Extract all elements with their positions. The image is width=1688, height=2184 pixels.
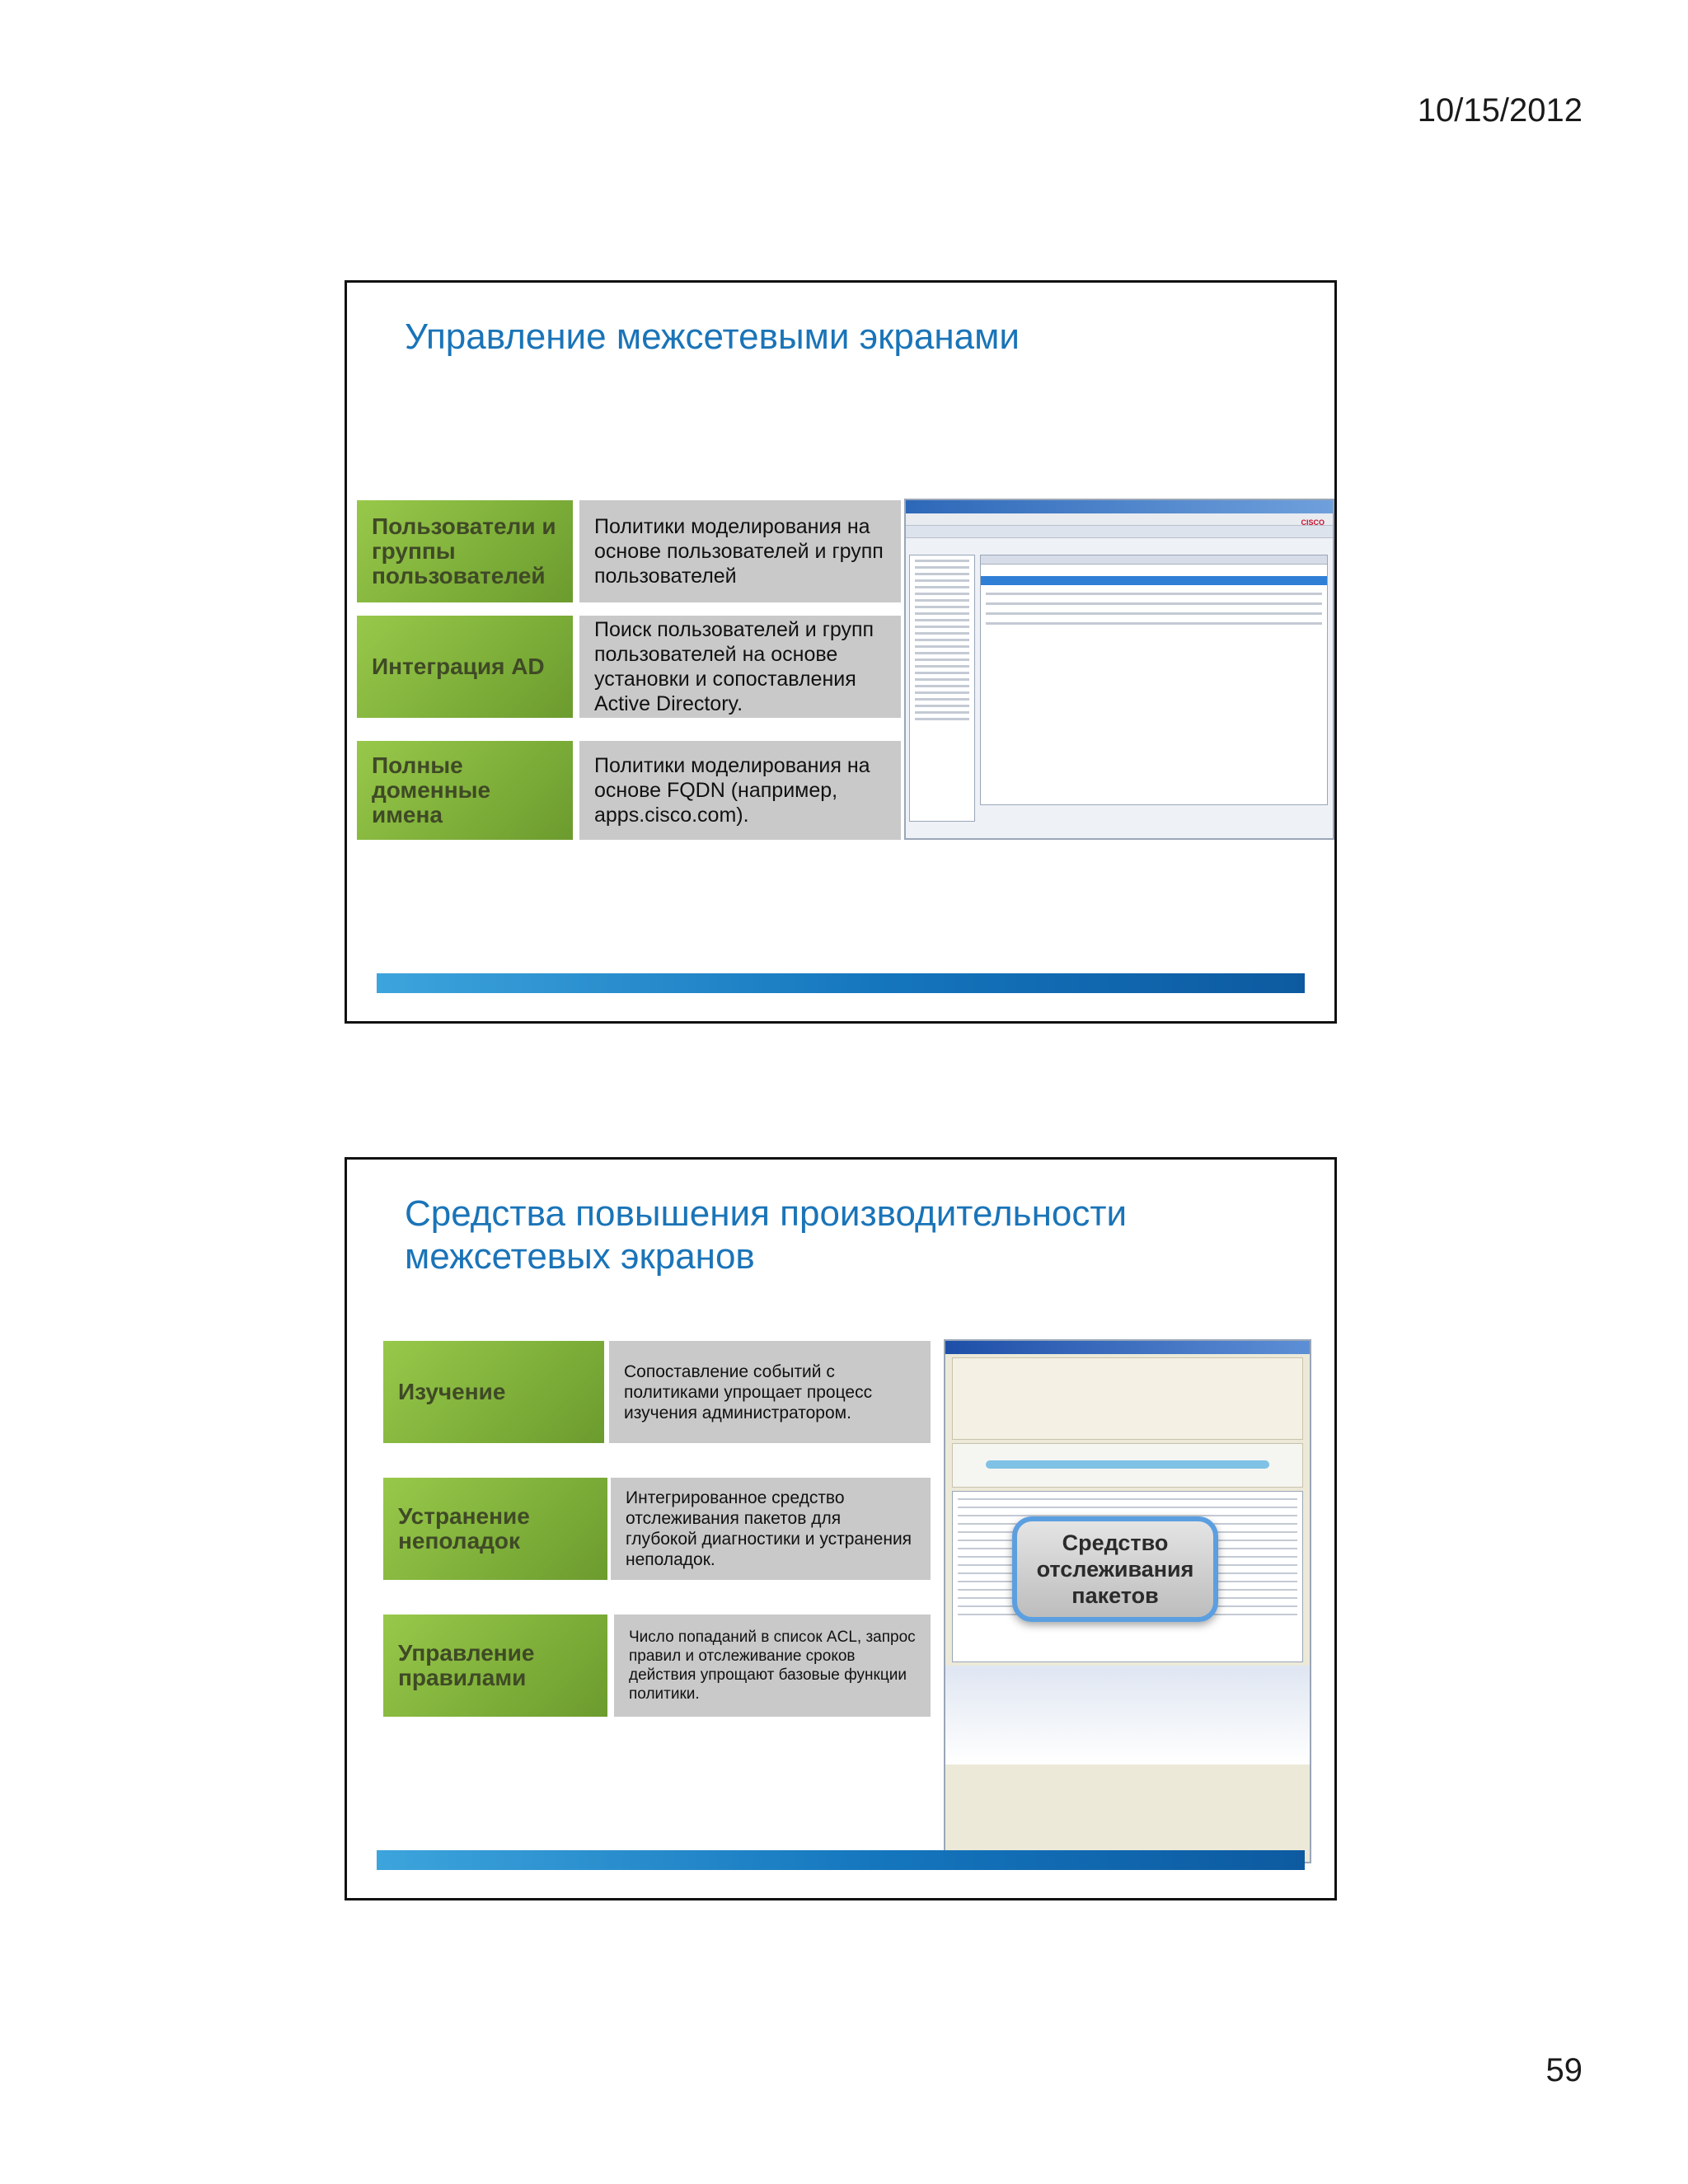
feature-description-fqdn: Политики моделирования на основе FQDN (например, apps.cisco.com). bbox=[579, 741, 901, 840]
packet-tracer-reflection bbox=[945, 1666, 1310, 1765]
feature-description-learning: Сопоставление событий с политиками упрощает процесс изучения администратором. bbox=[609, 1341, 931, 1443]
feature-description-ad-integration: Поиск пользователей и групп пользователей на основе установки и сопоставления Active Directory. bbox=[579, 616, 901, 718]
feature-label-fqdn: Полные доменные имена bbox=[357, 741, 573, 840]
packet-tracer-parameters bbox=[952, 1357, 1303, 1440]
feature-label-learning: Изучение bbox=[383, 1341, 604, 1443]
screenshot-titlebar bbox=[906, 500, 1333, 513]
screenshot-toolbar bbox=[906, 526, 1333, 538]
slide-title: Управление межсетевыми экранами bbox=[405, 316, 1020, 357]
packet-tracer-flow-diagram bbox=[952, 1443, 1303, 1488]
packet-tracer-titlebar bbox=[945, 1341, 1310, 1354]
screenshot-rules-table bbox=[980, 555, 1328, 805]
feature-label-troubleshooting: Устранение неполадок bbox=[383, 1478, 607, 1580]
screenshot-menubar bbox=[906, 513, 1333, 526]
slide-bottom-bar bbox=[377, 973, 1305, 993]
page-date: 10/15/2012 bbox=[1417, 92, 1582, 129]
slide-title: Средства повышения производительности межсетевых экранов bbox=[405, 1193, 1128, 1277]
feature-label-ad-integration: Интеграция AD bbox=[357, 616, 573, 718]
feature-label-rule-management: Управление правилами bbox=[383, 1615, 607, 1717]
feature-label-users-groups: Пользователи и группы пользователей bbox=[357, 500, 573, 602]
feature-description-rule-management: Число попаданий в список ACL, запрос правил и отслеживание сроков действия упрощают базовые функции политики. bbox=[614, 1615, 931, 1717]
security-manager-screenshot bbox=[904, 499, 1334, 840]
feature-description-troubleshooting: Интегрированное средство отслеживания пакетов для глубокой диагностики и устранения неполадок. bbox=[611, 1478, 931, 1580]
cisco-logo: CISCO bbox=[1301, 518, 1325, 527]
feature-description-users-groups: Политики моделирования на основе пользователей и групп пользователей bbox=[579, 500, 901, 602]
packet-tracer-callout: Средство отслеживания пакетов bbox=[1012, 1516, 1218, 1622]
slide-bottom-bar bbox=[377, 1850, 1305, 1870]
screenshot-device-tree bbox=[909, 555, 975, 822]
page-number: 59 bbox=[1545, 2052, 1582, 2088]
slide-firewall-management bbox=[345, 280, 1337, 1024]
